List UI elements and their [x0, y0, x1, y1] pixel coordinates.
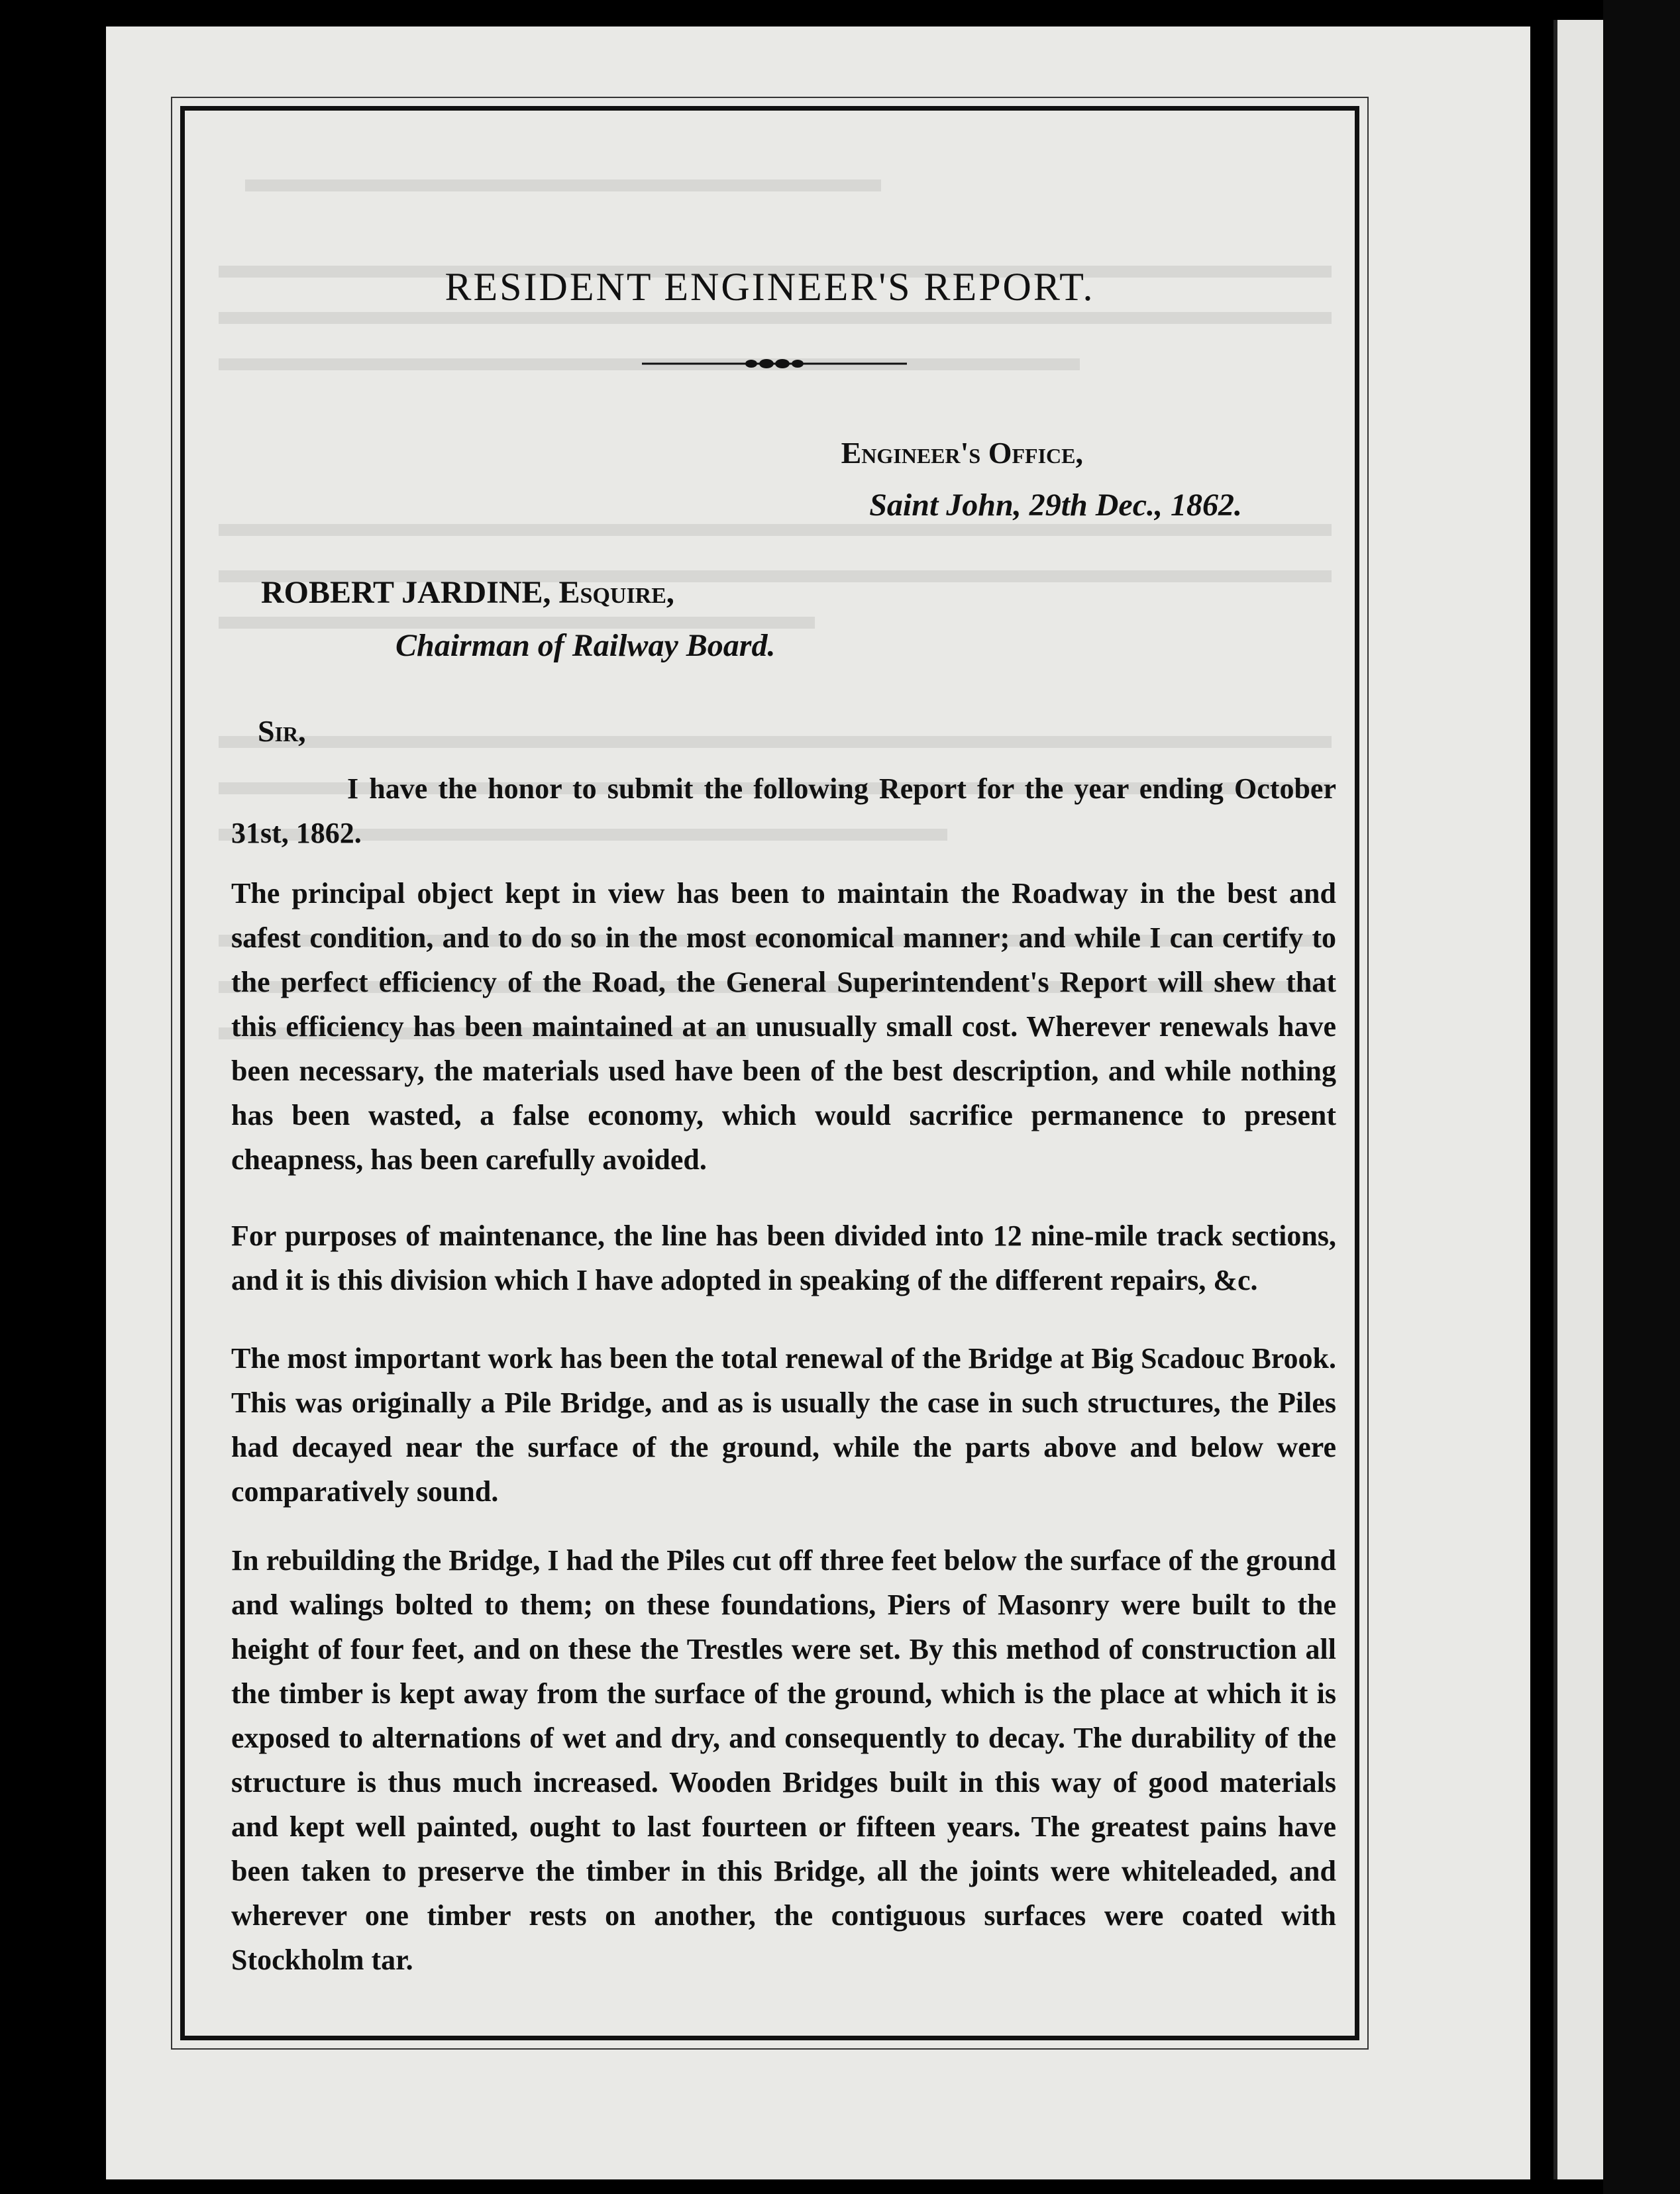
report-title: RESIDENT ENGINEER'S REPORT. — [445, 265, 1095, 309]
addressee-name-text: ROBERT JARDINE, — [261, 575, 551, 610]
addressee-title: Chairman of Railway Board. — [395, 628, 776, 663]
paragraph-principal-object: The principal object kept in view has been to maintain the Roadway in the best and safest condition, and to do so in the most economical manner; and while I can certify to the perfect efficiency of the Road, the General Superintendent's Report will shew that this efficiency has been maintained at an unusually small cost. Wherever renewals have been necessary, the materials used have been of the best description, and while nothing has been wasted, a false economy, which would sacrifice permanence to present cheapness, has been carefully avoided. — [231, 877, 1336, 1176]
paragraph-bridge-renewal: The most important work has been the total renewal of the Bridge at Big Scadouc Brook. This was originally a Pile Bridge, and as is usually the case in such structures, the Piles had decayed near the surface of the ground, while the parts above and below were comparatively sound. — [231, 1342, 1336, 1508]
page-frame — [180, 106, 1359, 2040]
place-and-date: Saint John, 29th Dec., 1862. — [869, 488, 1242, 523]
paragraph-rebuilding-method: In rebuilding the Bridge, I had the Piles cut off three feet below the surface of the ground and walings bolted to them; on these foundations, Piers of Masonry were built to the height of four feet, and on these the Trestles were set. By this method of construction all the timber is kept away from the surface of the ground, which is the place at which it is exposed to alternations of wet and dry, and consequently to decay. The durability of the structure is thus much increased. Wooden Bridges built in this way of good materials and kept well painted, ought to last fourteen or fifteen years. The greatest pains have been taken to preserve the timber in this Bridge, all the joints were whiteleaded, and wherever one timber rests on another, the contiguous surfaces were coated with Stockholm tar. — [231, 1544, 1336, 1976]
paragraph-maintenance-sections: For purposes of maintenance, the line has been divided into 12 nine-mile track sections, and it is this division which I have adopted in speaking of the different repairs, &c. — [231, 1220, 1336, 1296]
title-ornament — [642, 357, 907, 370]
addressee-name — [261, 574, 674, 611]
paragraph-intro: I have the honor to submit the following Report for the year ending October 31st, 1862. — [231, 772, 1336, 849]
salutation: Sir, — [258, 714, 306, 748]
addressee-suffix: Esquire, — [558, 575, 674, 610]
scan-border — [1603, 0, 1680, 2194]
adjacent-page-edge — [1553, 20, 1604, 2179]
office-heading: Engineer's Office, — [841, 436, 1083, 470]
